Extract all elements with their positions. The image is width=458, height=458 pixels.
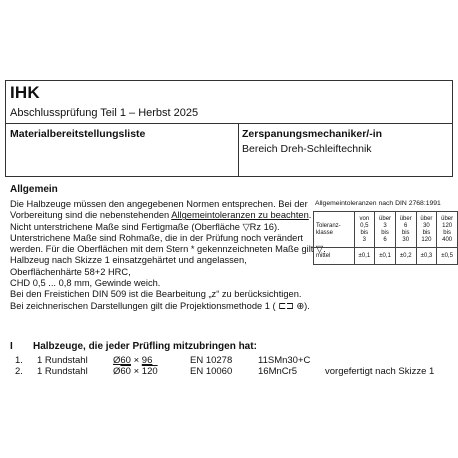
tolerance-class-label: mittel	[314, 248, 355, 265]
tolerance-col-header: von 0,5 bis 3	[354, 212, 375, 248]
job-title: Zerspanungsmechaniker/-in	[242, 128, 383, 140]
item-type: 1 Rundstahl	[37, 355, 88, 366]
general-line: Vorbereitung sind die nebenstehenden Allgemeintoleranzen zu beachten.	[10, 210, 312, 221]
exam-title: Abschlussprüfung Teil 1 – Herbst 2025	[10, 107, 199, 119]
org-title: IHK	[10, 83, 40, 102]
general-line: Nicht unterstrichene Maße sind Fertigmaße (Oberfläche ▽Rz 16).	[10, 221, 280, 232]
tolerance-col-header: über 6 bis 30	[395, 212, 416, 248]
item-note: vorgefertigt nach Skizze 1	[325, 366, 435, 377]
item-material: 16MnCr5	[258, 366, 298, 377]
tolerance-value: ±0,1	[375, 248, 396, 265]
tolerance-reference: Allgemeintoleranzen zu beachten	[171, 210, 309, 221]
item-number: 1.	[15, 355, 23, 366]
header-column-divider	[238, 123, 239, 177]
general-line: Die Halbzeuge müssen den angegebenen Normen entsprechen. Bei der	[10, 199, 308, 209]
item-norm: EN 10060	[190, 366, 233, 377]
section-number: I	[10, 341, 13, 352]
tolerance-col-header: über 30 bis 120	[416, 212, 437, 248]
item-material: 11SMn30+C	[258, 355, 311, 366]
general-line: Oberflächenhärte 58+2 HRC,	[10, 266, 131, 277]
general-heading: Allgemein	[10, 184, 58, 195]
tolerance-value: ±0,2	[395, 248, 416, 265]
tolerance-table	[313, 211, 458, 265]
job-area: Bereich Dreh-Schleiftechnik	[242, 143, 372, 155]
tolerance-value: ±0,1	[354, 248, 375, 265]
general-line: Bei den Freistichen DIN 509 ist die Bearbeitung „z“ zu berücksichtigen.	[10, 289, 302, 300]
general-line: Bei zeichnerischen Darstellungen gilt die Projektionsmethode 1 ( ⊏⊐ ⊕).	[10, 300, 310, 311]
general-line: werden. Für die Oberflächen mit dem Stern * gekennzeichneten Maße gilt ▽.	[10, 244, 326, 255]
general-line: Halbzeug nach Skizze 1 einsatzgehärtet und angelassen,	[10, 255, 247, 266]
general-line: Unterstrichene Maße sind Rohmaße, die in der Prüfung noch verändert	[10, 232, 304, 243]
tolerance-col-header: über 3 bis 6	[375, 212, 396, 248]
tolerance-value: ±0,5	[437, 248, 458, 265]
item-type: 1 Rundstahl	[37, 366, 88, 377]
item-number: 2.	[15, 366, 23, 377]
general-line: CHD 0,5 ... 0,8 mm, Gewinde weich.	[10, 278, 161, 289]
list-title: Materialbereitstellungsliste	[10, 128, 146, 140]
tolerance-value: ±0,3	[416, 248, 437, 265]
header-divider	[5, 123, 453, 124]
item-norm: EN 10278	[190, 355, 233, 366]
surface-symbol: ▽Rz 16	[242, 221, 274, 232]
tolerance-col-header: über 120 bis 400	[437, 212, 458, 248]
tolerance-row-label: Toleranz- klasse	[314, 212, 355, 248]
section-title: Halbzeuge, die jeder Prüfling mitzubringen hat:	[33, 341, 257, 352]
tolerance-title: Allgemeintoleranzen nach DIN 2768:1991	[315, 200, 441, 207]
item-dimension: Ø60 × 96	[113, 355, 153, 366]
item-dimension: Ø60 × 120	[113, 366, 158, 377]
